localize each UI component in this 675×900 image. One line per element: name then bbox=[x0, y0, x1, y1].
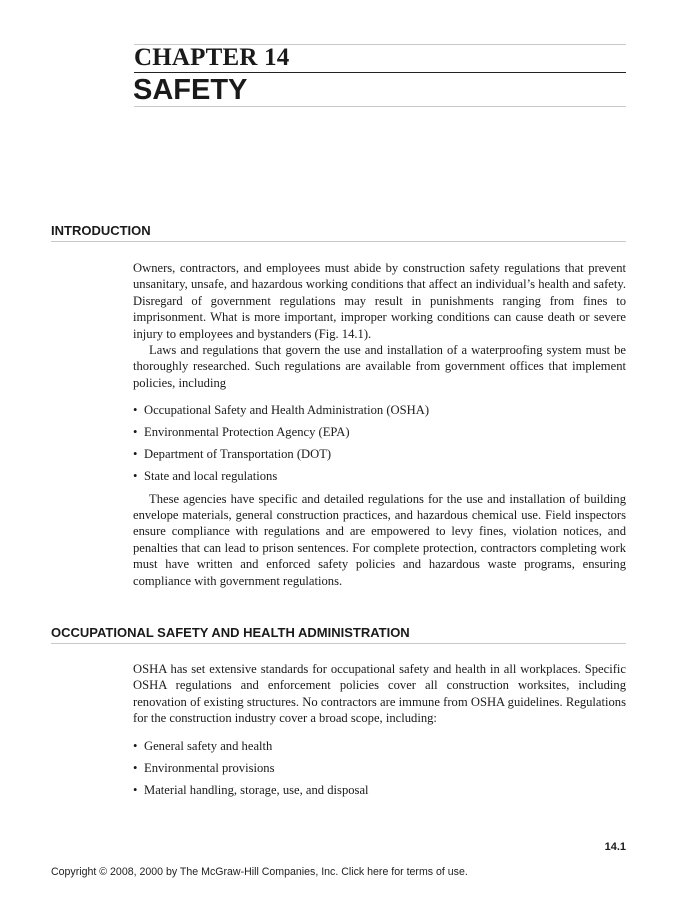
paragraph: These agencies have specific and detailed regulations for the use and installation of building envelope materials, general construction practices, and hazardous chemical use. Field inspectors ensure compliance with regulations and are empowered to levy fines, violation notices, and penalties that can lead to prison sentences. For complete protection, contractors completing work must have written and enforced safety policies and hazardous waste programs, ensuring compliance with government regulations. bbox=[133, 491, 626, 588]
bullet-icon: • bbox=[133, 738, 138, 753]
list-item: • Environmental Protection Agency (EPA) bbox=[133, 425, 350, 440]
copyright-terms-link[interactable]: Copyright © 2008, 2000 by The McGraw-Hill Companies, Inc. Click here for terms of use. bbox=[51, 866, 468, 878]
chapter-title: SAFETY bbox=[133, 74, 248, 106]
list-item: • State and local regulations bbox=[133, 469, 278, 484]
section-rule bbox=[51, 643, 626, 644]
paragraph: Owners, contractors, and employees must abide by construction safety regulations that prevent unsanitary, unsafe, and hazardous working conditions that affect an individual’s health and safety. Disregard of government regulations may result in punishments ranging from fines to imprisonment. What is more important, improper working conditions can cause death or severe injury to employees and bystanders (Fig. 14.1). bbox=[133, 261, 626, 341]
page-number: 14.1 bbox=[604, 841, 626, 853]
list-item: • General safety and health bbox=[133, 738, 273, 753]
title-rule bbox=[134, 106, 626, 107]
list-item: • Department of Transportation (DOT) bbox=[133, 447, 332, 462]
section-heading-osha: OCCUPATIONAL SAFETY AND HEALTH ADMINISTRATION bbox=[51, 625, 410, 640]
list-item: • Material handling, storage, use, and disposal bbox=[133, 782, 369, 797]
bullet-icon: • bbox=[133, 403, 138, 418]
introduction-body bbox=[133, 260, 626, 589]
osha-body bbox=[133, 661, 626, 804]
bullet-icon: • bbox=[133, 425, 138, 440]
section-heading-introduction: INTRODUCTION bbox=[51, 223, 151, 238]
bullet-icon: • bbox=[133, 782, 138, 797]
paragraph: Laws and regulations that govern the use and installation of a waterproofing system must be thoroughly researched. Such regulations are available from government offices that implement policies, including bbox=[133, 343, 626, 390]
agency-list bbox=[133, 402, 626, 484]
paragraph: OSHA has set extensive standards for occupational safety and health in all workplaces. Specific OSHA regulations and enforcement policies cover all construction worksites, including renovation of existing structures. No contractors are immune from OSHA guidelines. Regulations for the construction industry cover a broad scope, including: bbox=[133, 662, 626, 726]
regulation-scope-list bbox=[133, 738, 626, 798]
section-rule bbox=[51, 241, 626, 242]
list-item: • Environmental provisions bbox=[133, 760, 275, 775]
chapter-label: CHAPTER 14 bbox=[134, 44, 290, 71]
bullet-icon: • bbox=[133, 469, 138, 484]
bullet-icon: • bbox=[133, 760, 138, 775]
list-item: • Occupational Safety and Health Administration (OSHA) bbox=[133, 403, 430, 418]
bullet-icon: • bbox=[133, 447, 138, 462]
